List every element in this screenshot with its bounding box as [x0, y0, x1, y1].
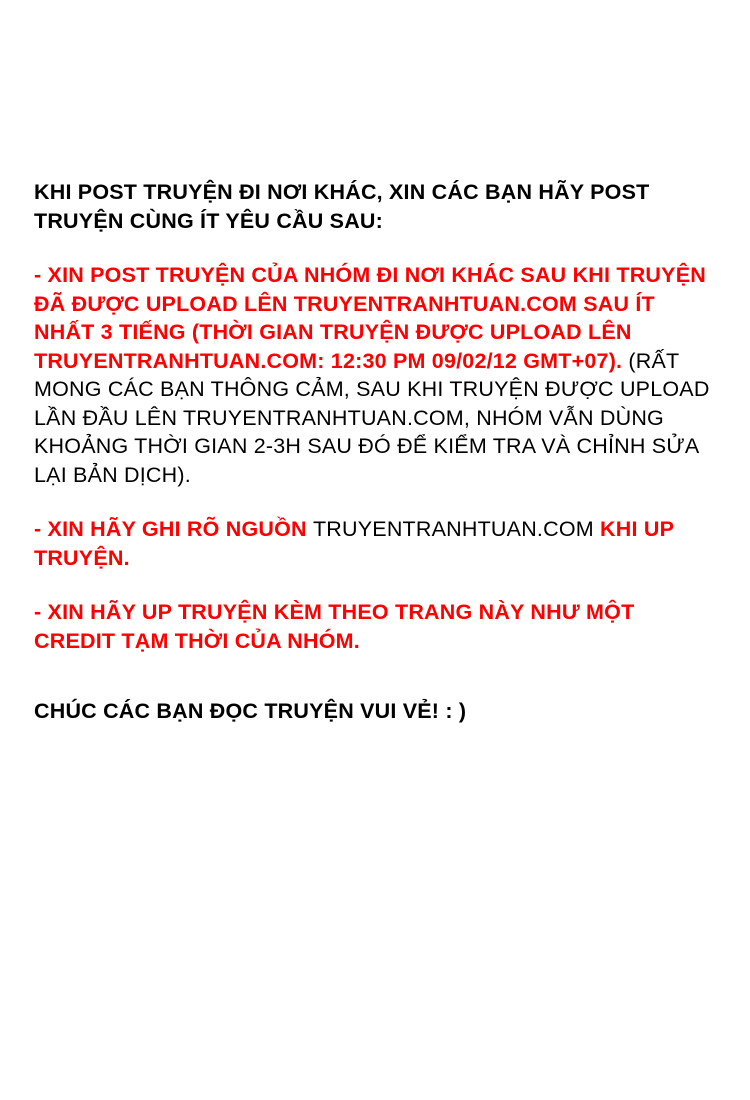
rule-one-red-text: - XIN POST TRUYỆN CỦA NHÓM ĐI NƠI KHÁC SAU KHI TRUYỆN ĐÃ ĐƯỢC UPLOAD LÊN TRUYENTRANHTUAN.COM SAU ÍT NHẤT 3 TIẾNG (THỜI GIAN TRUYỆN ĐƯỢC UPLOAD LÊN TRUYENTRANHTUAN.COM: 12:30 PM 09/02/12 GMT+07). [34, 263, 706, 373]
rule-one [34, 261, 720, 489]
rule-two-prefix: - XIN HÃY GHI RÕ NGUỒN [34, 517, 313, 541]
closing-line: CHÚC CÁC BẠN ĐỌC TRUYỆN VUI VẺ! : ) [34, 699, 467, 723]
rule-three: - XIN HÃY UP TRUYỆN KÈM THEO TRANG NÀY NHƯ MỘT CREDIT TẠM THỜI CỦA NHÓM. [34, 600, 635, 653]
rule-two [34, 515, 720, 572]
rule-one-black-text: (RẤT MONG CÁC BẠN THÔNG CẢM, SAU KHI TRUYỆN ĐƯỢC UPLOAD LẦN ĐẦU LÊN TRUYENTRANHTUAN.COM, NHÓM VẪN DÙNG KHOẢNG THỜI GIAN 2-3H SAU ĐÓ ĐỂ KIỂM TRA VÀ CHỈNH SỬA LẠI BẢN DỊCH). [34, 348, 710, 487]
rule-two-site-name: TRUYENTRANHTUAN.COM [312, 517, 594, 541]
notice-heading: KHI POST TRUYỆN ĐI NƠI KHÁC, XIN CÁC BẠN HÃY POST TRUYỆN CÙNG ÍT YÊU CẦU SAU: [34, 180, 650, 233]
notice-text-container [34, 178, 720, 726]
rule-two-suffix: KHI UP TRUYỆN. [34, 517, 674, 570]
